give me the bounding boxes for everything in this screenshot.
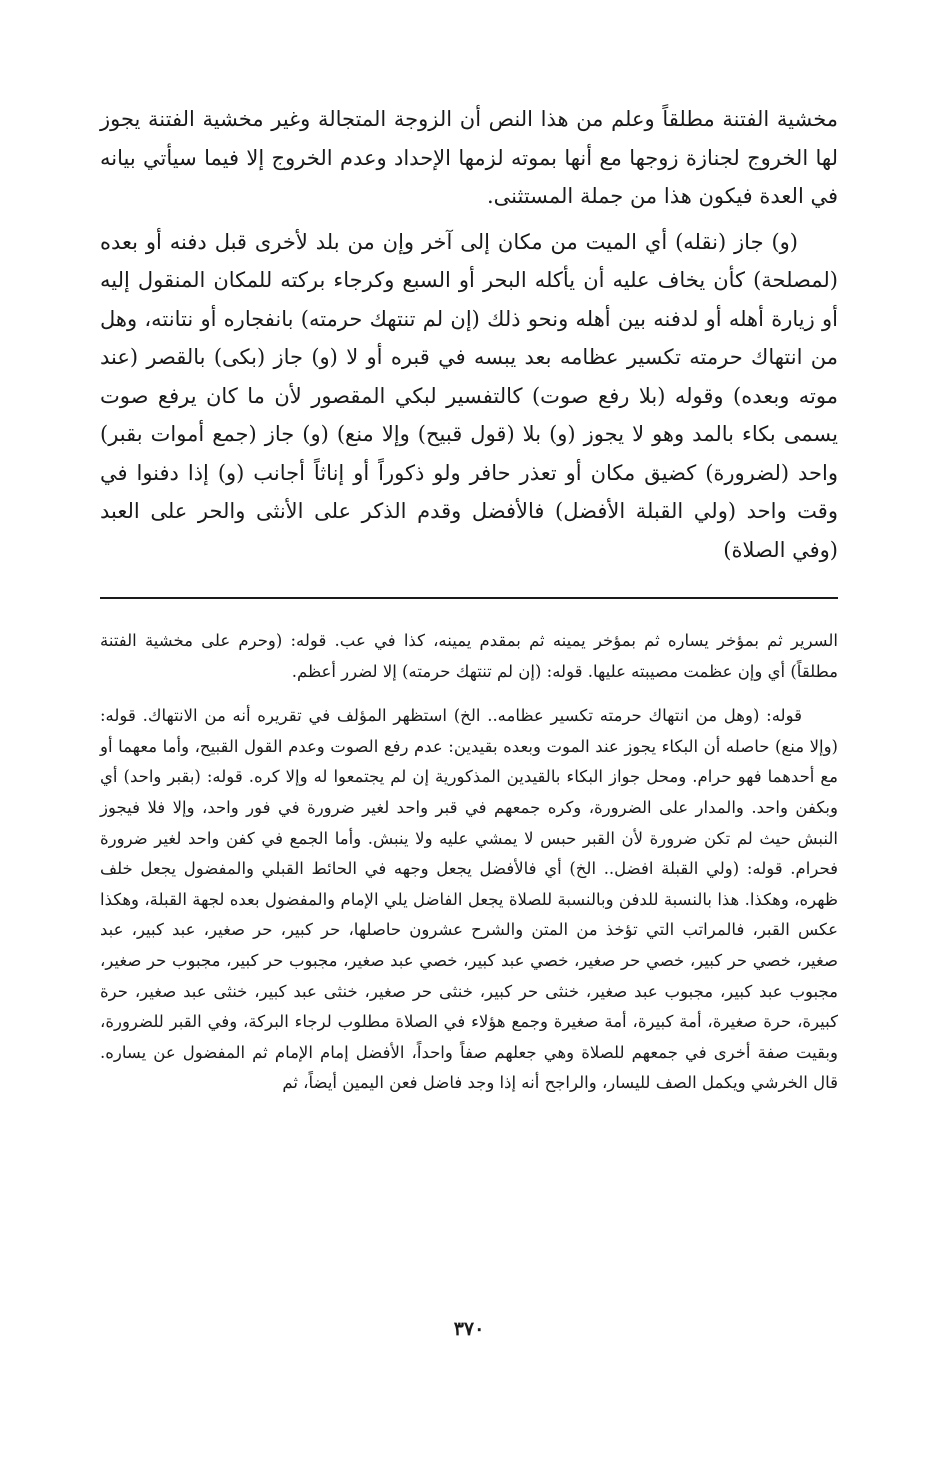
main-text-block (100, 100, 838, 569)
main-paragraph-2: (و) جاز (نقله) أي الميت من مكان إلى آخر وإن من بلد لأخرى قبل دفنه أو بعده (لمصلحة) كأن يخاف عليه أن يأكله البحر أو السبع وكرجاء بركته للمكان المنقول إليه أو زيارة أهله أو لدفنه بين أهله ونحو ذلك (إن لم تنتهك حرمته) بانفجاره أو نتانته، وهل من انتهاك حرمته تكسير عظامه بعد يبسه في قبره أو لا (و) جاز (بكى) بالقصر (عند موته وبعده) وقوله (بلا رفع صوت) كالتفسير لبكي المقصور لأن ما كان يرفع صوت يسمى بكاء بالمد وهو لا يجوز (و) بلا (قول قبيح) وإلا منع) (و) جاز (جمع أموات بقبر) واحد (لضرورة) كضيق مكان أو تعذر حافر ولو ذكوراً أو إناثاً أجانب (و) إذا دفنوا في وقت واحد (ولي القبلة الأفضل) فالأفضل وقدم الذكر على الأنثى والحر على العبد (وفي الصلاة) (100, 229, 838, 562)
footnote-paragraph-1: السرير ثم بمؤخر يساره ثم بمؤخر يمينه ثم بمقدم يمينه، كذا في عب. قوله: (وحرم على مخشية الفتنة مطلقاً) أي وإن عظمت مصيبته عليها. قوله: (إن لم تنتهك حرمته) إلا لضرر أعظم. (100, 631, 838, 681)
main-paragraph-1: مخشية الفتنة مطلقاً وعلم من هذا النص أن الزوجة المتجالة وغير مخشية الفتنة يجوز لها الخروج لجنازة زوجها مع أنها بموته لزمها الإحداد وعدم الخروج إلا فيما سيأتي بيانه في العدة فيكون هذا من جملة المستثنى. (100, 107, 838, 208)
footnotes-block (100, 626, 838, 1099)
footnote-paragraph-2: قوله: (وهل من انتهاك حرمته تكسير عظامه.. الخ) استظهر المؤلف في تقريره أنه من الانتهاك. قوله: (وإلا منع) حاصله أن البكاء يجوز عند الموت وبعده بقيدين: عدم رفع الصوت وعدم القول القبيح، وأما معهما أو مع أحدهما فهو حرام. ومحل جواز البكاء بالقيدين المذكورية إن لم يجتمعوا له وإلا كره. قوله: (بقبر واحد) أي وبكفن واحد. والمدار على الضرورة، وكره جمعهم في قبر واحد لغير ضرورة في فور واحد، وإلا فلا فيجوز النبش حيث لم تكن ضرورة لأن القبر حبس لا يمشي عليه ولا ينبش. وأما الجمع في كفن واحد لغير ضرورة فحرام. قوله: (ولي القبلة افضل.. الخ) أي فالأفضل يجعل وجهه في الحائط القبلي والمفضول يجعل خلف ظهره، وهكذا. هذا بالنسبة للدفن وبالنسبة للصلاة يجعل الفاضل يلي الإمام والمفضول بعده لجهة القبلة، وهكذا عكس القبر، فالمراتب التي تؤخذ من المتن والشرح عشرون حاصلها، حر كبير، حر صغير، عبد كبير، عبد صغير، خصي حر كبير، خصي حر صغير، خصي عبد كبير، خصي عبد صغير، مجبوب حر كبير، مجبوب حر صغير، مجبوب عبد كبير، مجبوب عبد صغير، خنثى حر كبير، خنثى حر صغير، خنثى عبد كبير، خنثى عبد صغير، حرة كبيرة، حرة صغيرة، أمة كبيرة، أمة صغيرة وجمع هؤلاء في الصلاة مطلوب لرجاء البركة، وفي القبر للضرورة، وبقيت صفة أخرى في جمعهم للصلاة وهي جعلهم صفاً واحداً، الأفضل إمام الإمام ثم المفضول عن يساره. قال الخرشي ويكمل الصف لليسار، والراجح أنه إذا وجد فاضل فعن اليمين أيضاً، ثم (100, 706, 838, 1093)
footnote-divider (100, 597, 838, 599)
page-number: ٣٧٠ (453, 1318, 485, 1340)
